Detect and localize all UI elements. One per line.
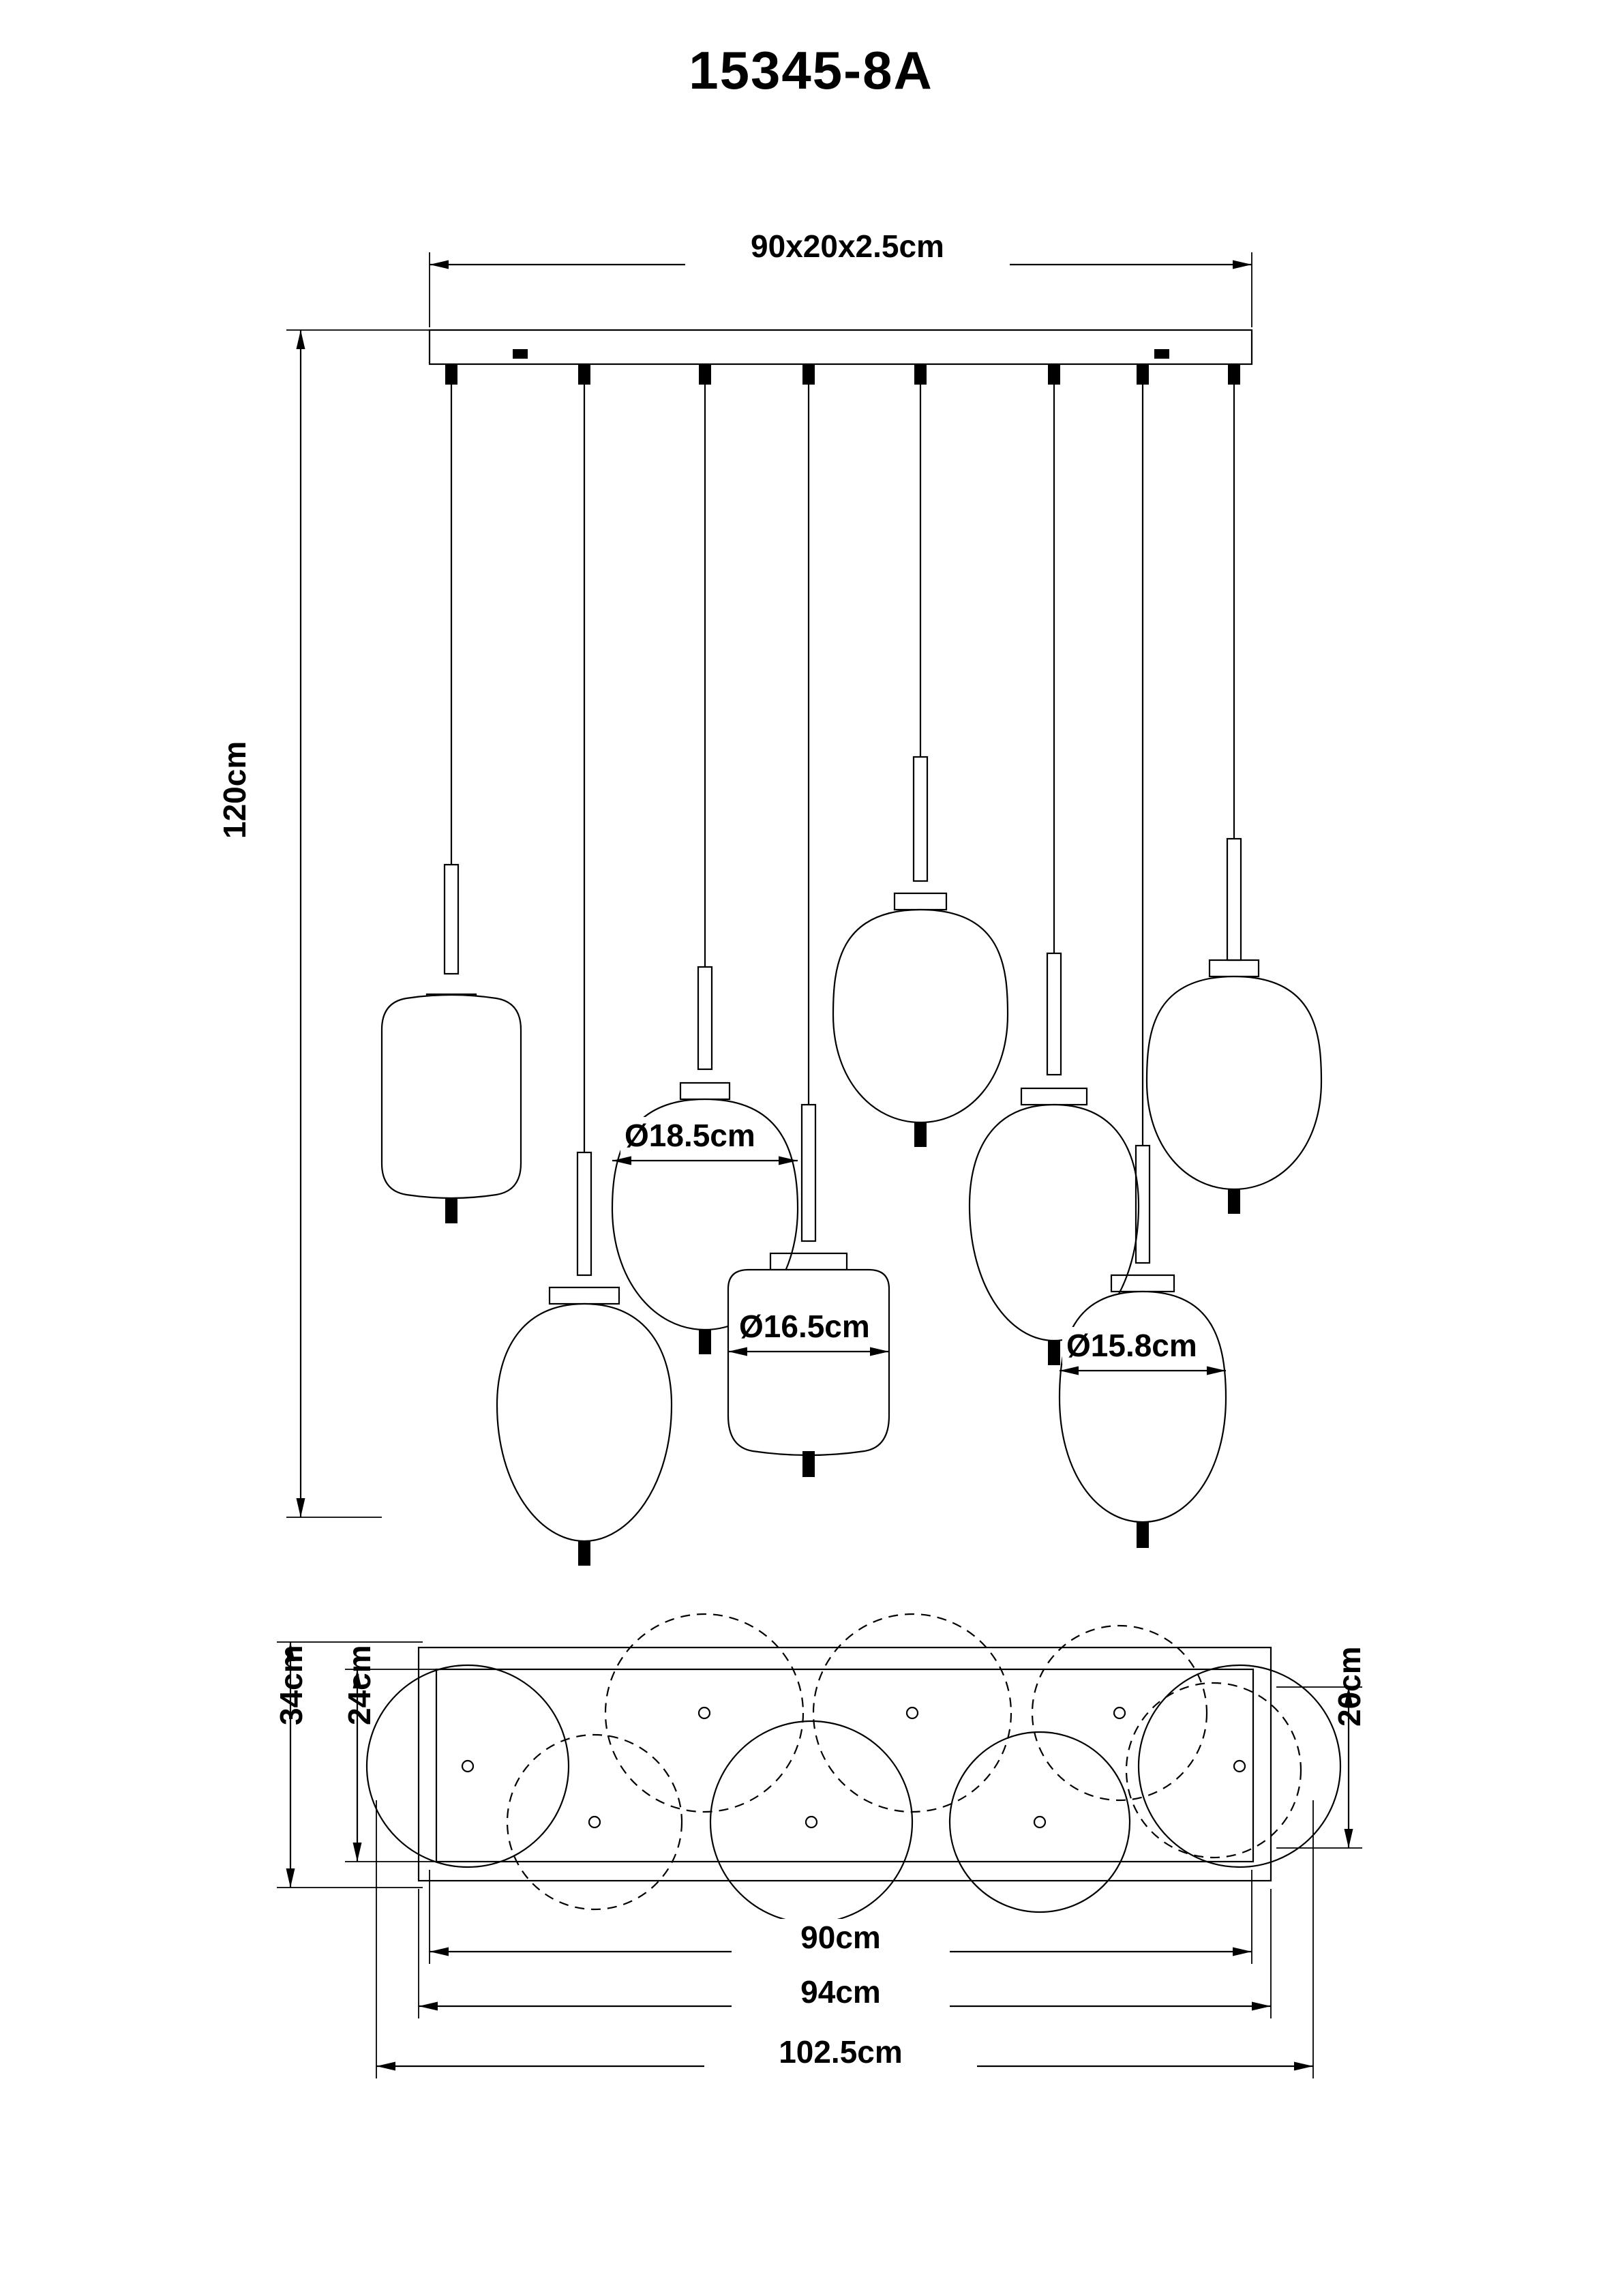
dim-label-height: 120cm	[217, 741, 252, 839]
lamp-8	[1147, 364, 1321, 1214]
lamp-5	[833, 364, 1008, 1147]
plan-shade-top-4	[1126, 1683, 1301, 1858]
canopy	[430, 330, 1252, 364]
front-elevation-group	[286, 252, 1321, 1566]
dim-label-dia-158: Ø15.8cm	[1062, 1327, 1201, 1364]
plan-shade-top-2	[813, 1614, 1011, 1812]
lamp-6	[970, 364, 1139, 1365]
plan-outer-plate	[419, 1648, 1271, 1881]
lamp-1	[382, 364, 521, 1223]
dim-label-width-90: 90cm	[732, 1919, 950, 1956]
dim-drop-height	[286, 330, 436, 1517]
plan-shade-top-3	[1032, 1626, 1207, 1800]
plan-shade-bot-1	[367, 1665, 569, 1867]
dim-label-depth-34: 34cm	[273, 1645, 309, 1725]
dim-label-dia-165: Ø16.5cm	[735, 1308, 874, 1345]
lamp-3	[612, 364, 798, 1354]
dim-label-depth-24: 24cm	[342, 1645, 377, 1725]
lamp-2	[497, 364, 672, 1566]
dim-label-dia-185: Ø18.5cm	[620, 1117, 760, 1154]
plan-shade-bot-4	[950, 1732, 1130, 1912]
plan-inner-plate	[436, 1669, 1253, 1862]
dim-label-width-1025: 102.5cm	[704, 2033, 977, 2070]
plan-shade-bot-3	[710, 1721, 912, 1923]
plan-shade-top-1	[605, 1614, 803, 1812]
lamp-7	[1060, 364, 1226, 1548]
dim-label-width-94: 94cm	[732, 1973, 950, 2010]
page-title: 15345-8A	[689, 40, 933, 100]
dim-label-canopy: 90x20x2.5cm	[685, 226, 1010, 266]
dim-label-depth-20: 20cm	[1332, 1646, 1367, 1727]
plan-shade-bot-2	[507, 1735, 682, 1909]
